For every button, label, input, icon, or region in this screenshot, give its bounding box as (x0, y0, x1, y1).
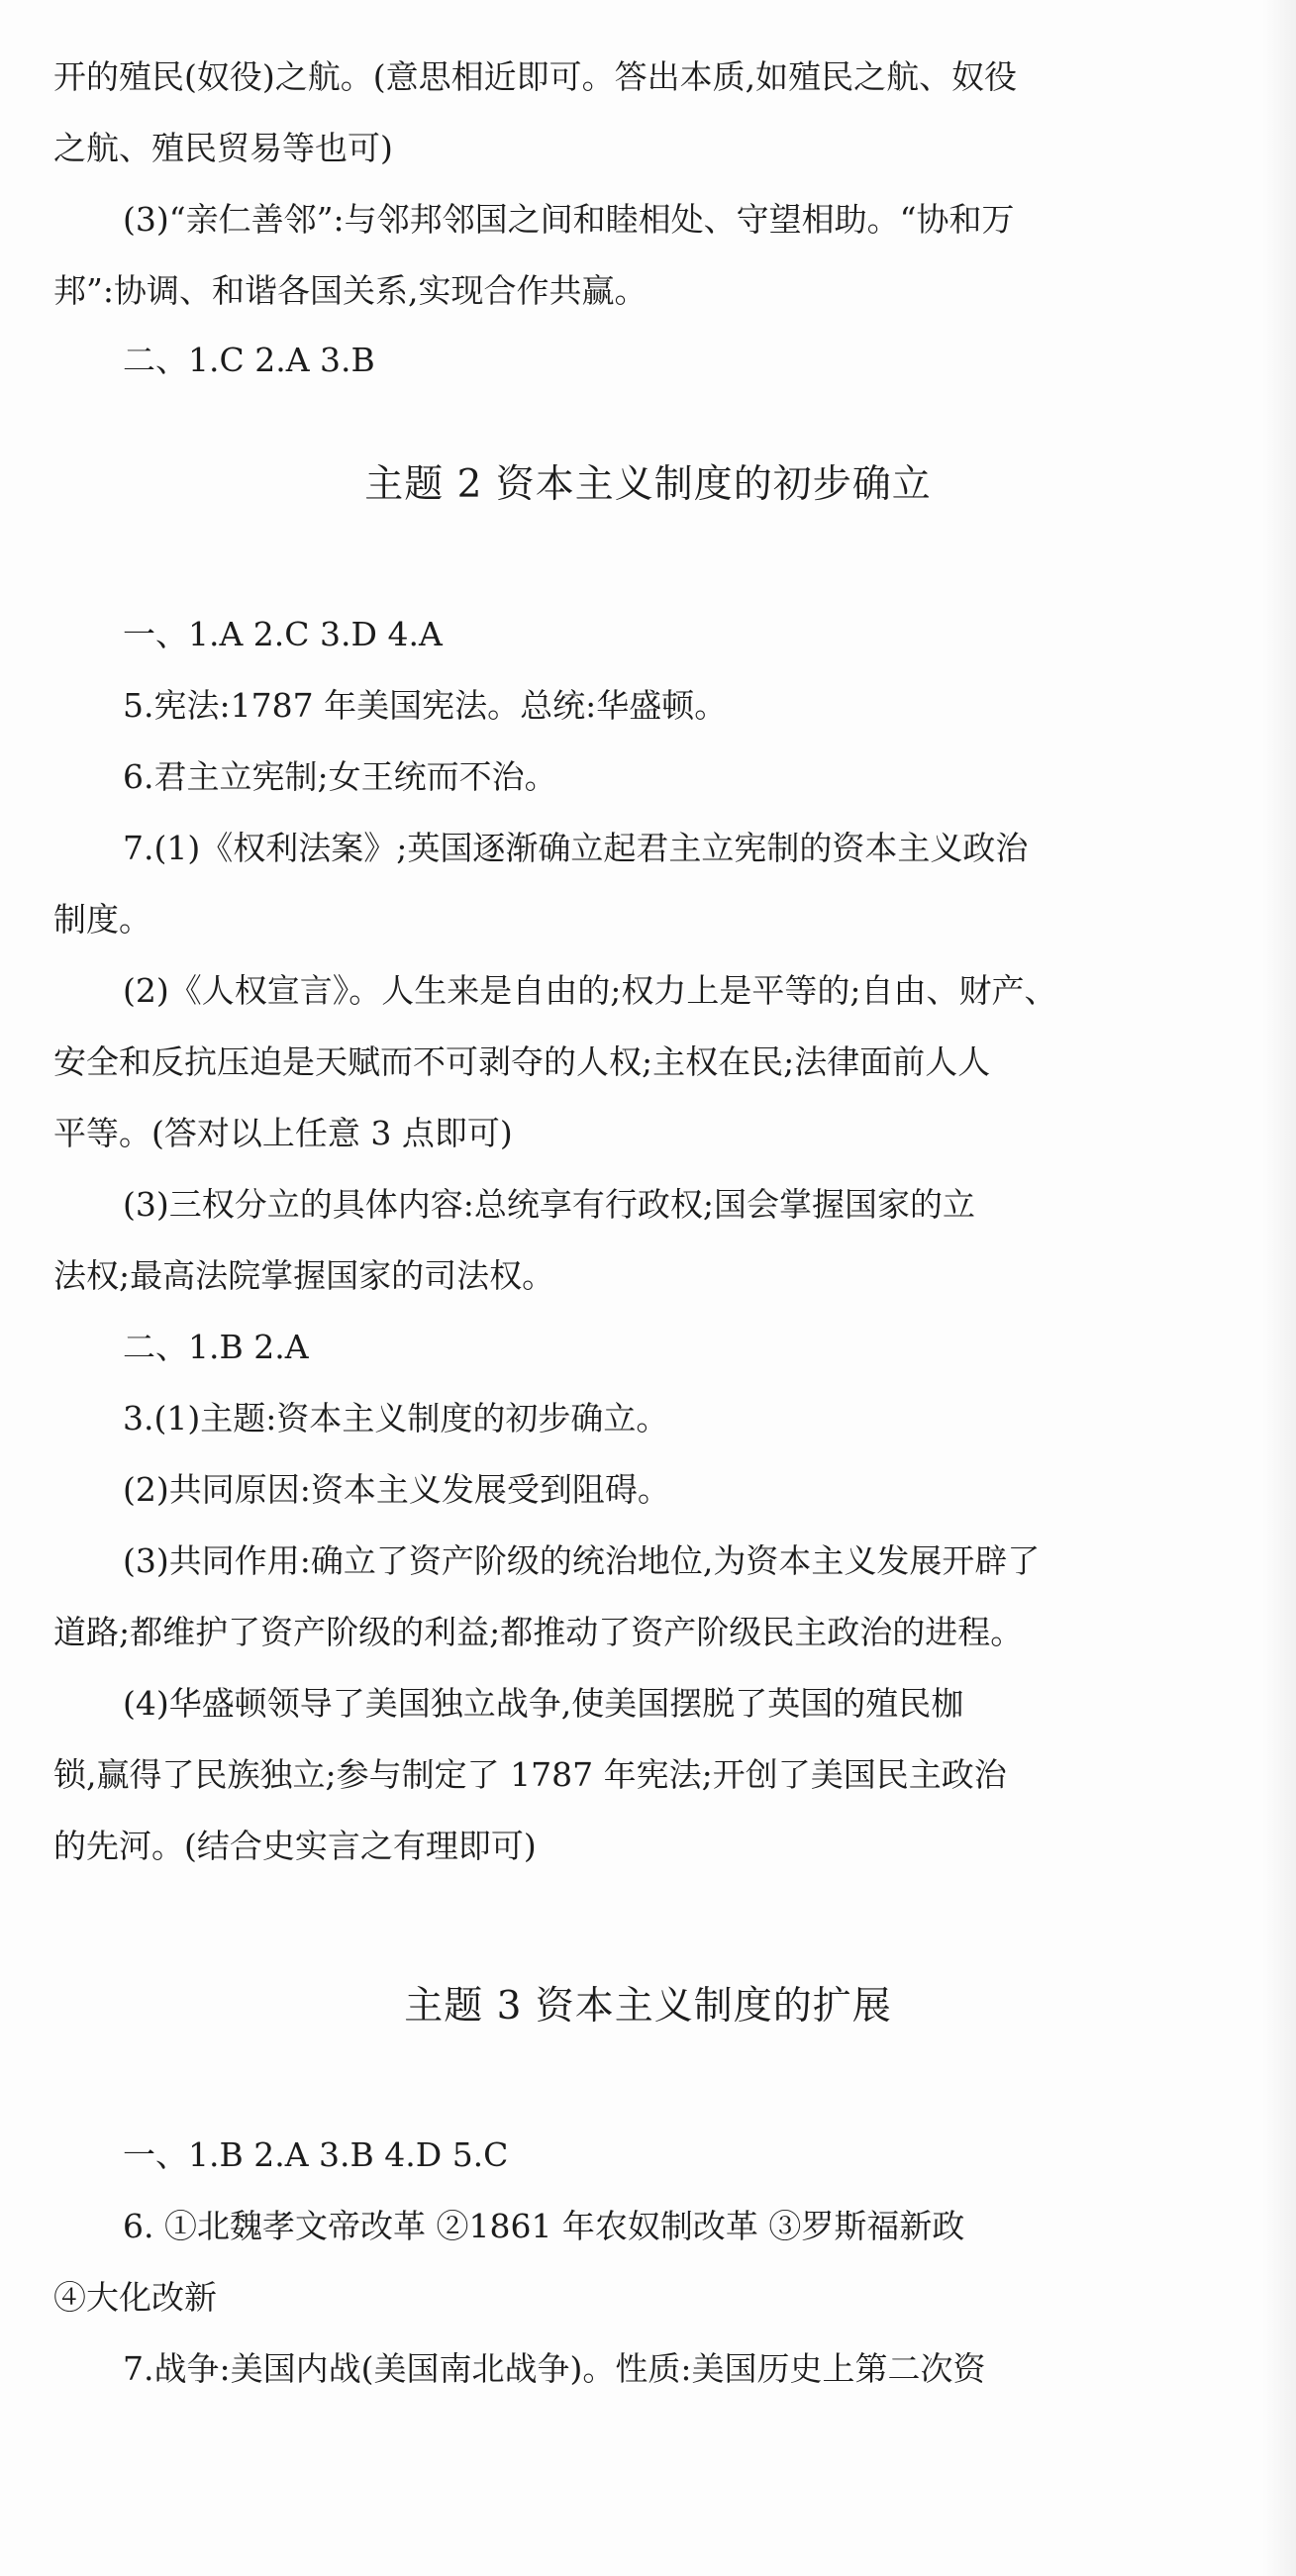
text-line: (3)三权分立的具体内容:总统享有行政权;国会掌握国家的立 (123, 1185, 975, 1224)
text-line: 6.君主立宪制;女王统而不治。 (123, 757, 557, 796)
answer-line: 二、1.B 2.A (123, 1328, 309, 1366)
text-line: 之航、殖民贸易等也可) (53, 129, 393, 167)
text-line: (2)共同原因:资本主义发展受到阻碍。 (123, 1470, 670, 1509)
topic-3-heading: 主题 3 资本主义制度的扩展 (404, 1984, 892, 2029)
answer-line: 一、1.B 2.A 3.B 4.D 5.C (123, 2135, 509, 2174)
text-line: (3)“亲仁善邻”:与邻邦邻国之间和睦相处、守望相助。“协和万 (123, 200, 1015, 239)
answer-line: 一、1.A 2.C 3.D 4.A (123, 615, 443, 653)
text-line: (3)共同作用:确立了资产阶级的统治地位,为资本主义发展开辟了 (123, 1541, 1041, 1580)
text-line: 锁,赢得了民族独立;参与制定了 1787 年宪法;开创了美国民主政治 (53, 1755, 1007, 1794)
text-line: 7.战争:美国内战(美国南北战争)。性质:美国历史上第二次资 (123, 2349, 986, 2388)
text-line: 平等。(答对以上任意 3 点即可) (53, 1114, 513, 1152)
page-edge-shadow (1262, 0, 1296, 2576)
text-line: 安全和反抗压迫是天赋而不可剥夺的人权;主权在民;法律面前人人 (53, 1042, 991, 1081)
answer-line: 二、1.C 2.A 3.B (123, 341, 375, 379)
text-line: ④大化改新 (53, 2278, 217, 2317)
text-line: 7.(1)《权利法案》;英国逐渐确立起君主立宪制的资本主义政治 (123, 829, 1029, 867)
text-line: 制度。 (53, 900, 151, 939)
text-line: 法权;最高法院掌握国家的司法权。 (53, 1256, 555, 1295)
text-line: 道路;都维护了资产阶级的利益;都推动了资产阶级民主政治的进程。 (53, 1613, 1024, 1651)
text-line: 6. ①北魏孝文帝改革 ②1861 年农奴制改革 ③罗斯福新政 (123, 2207, 965, 2245)
text-line: (4)华盛顿领导了美国独立战争,使美国摆脱了英国的殖民枷 (123, 1684, 964, 1723)
text-line: 邦”:协调、和谐各国关系,实现合作共赢。 (53, 271, 648, 310)
text-line: 5.宪法:1787 年美国宪法。总统:华盛顿。 (123, 686, 728, 725)
text-line: 开的殖民(奴役)之航。(意思相近即可。答出本质,如殖民之航、奴役 (53, 57, 1018, 96)
text-line: (2)《人权宣言》。人生来是自由的;权力上是平等的;自由、财产、 (123, 971, 1057, 1010)
text-line: 3.(1)主题:资本主义制度的初步确立。 (123, 1399, 669, 1437)
text-line: 的先河。(结合史实言之有理即可) (53, 1827, 537, 1865)
topic-2-heading: 主题 2 资本主义制度的初步确立 (364, 462, 932, 507)
